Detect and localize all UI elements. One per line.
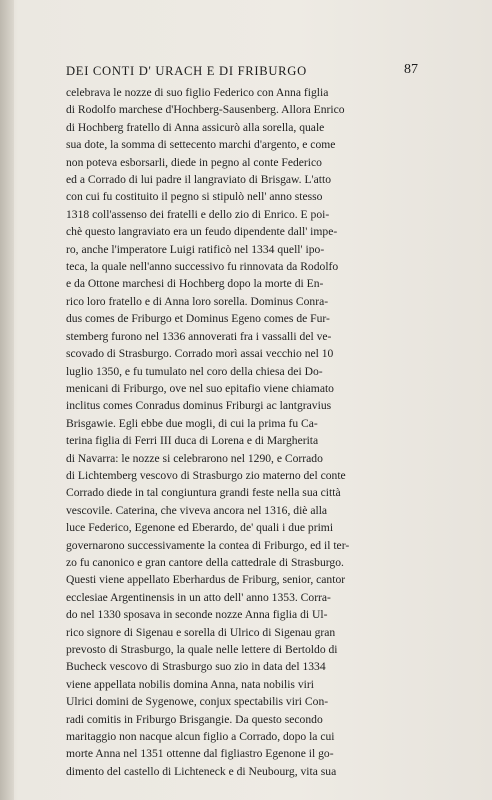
text-line: governarono successivamente la contea di Friburgo, ed il ter-	[66, 538, 350, 552]
text-line: stemberg furono nel 1336 annoverati fra i vassalli del ve-	[66, 329, 332, 343]
text-line: menicani di Friburgo, ove nel suo epitafio viene chiamato	[66, 381, 334, 395]
text-line: di Lichtemberg vescovo di Strasburgo zio materno del conte	[66, 468, 346, 482]
text-line: zo fu canonico e gran cantore della cattedrale di Strasburgo.	[66, 555, 344, 569]
body-text	[66, 84, 426, 780]
text-line: di Hochberg fratello di Anna assicurò alla sorella, quale	[66, 120, 325, 134]
text-line: celebrava le nozze di suo figlio Federico con Anna figlia	[66, 86, 329, 99]
text-line: luce Federico, Egenone ed Eberardo, de' quali i due primi	[66, 521, 334, 535]
running-header: DEI CONTI D' URACH E DI FRIBURGO	[66, 64, 307, 78]
text-line: chè questo langraviato era un feudo dipendente dall' impe-	[66, 225, 338, 239]
text-line: ecclesiae Argentinensis in un atto dell' anno 1353. Corra-	[66, 590, 331, 604]
text-line: maritaggio non nacque alcun figlio a Corrado, dopo la cui	[66, 730, 335, 744]
text-line: con cui fu costituito il pegno si stipulò nell' anno stesso	[66, 190, 323, 204]
text-line: viene appellata nobilis domina Anna, nata nobilis viri	[66, 677, 314, 691]
text-line: rico loro fratello e di Anna loro sorella. Dominus Conra-	[66, 294, 329, 308]
text-line: Bucheck vescovo di Strasburgo suo zio in data del 1334	[66, 660, 326, 674]
page-number: 87	[404, 62, 418, 77]
text-line: terina figlia di Ferri III duca di Lorena e di Margherita	[66, 434, 319, 448]
text-line: rico signore di Sigenau e sorella di Ulrico di Sigenau gran	[66, 625, 336, 639]
text-line: ed a Corrado di lui padre il langraviato di Brisgaw. L'atto	[66, 173, 332, 187]
text-line: di Rodolfo marchese d'Hochberg-Sausenberg. Allora Enrico	[66, 103, 345, 117]
text-line: sua dote, la somma di settecento marchi d'argento, e come	[66, 138, 336, 152]
text-line: luglio 1350, e fu tumulato nel coro della chiesa dei Do-	[66, 364, 323, 378]
text-line: teca, la quale nell'anno successivo fu rinnovata da Rodolfo	[66, 260, 339, 274]
text-line: di Navarra: le nozze si celebrarono nel 1290, e Corrado	[66, 451, 323, 465]
text-line: Ulrici domini de Sygenowe, conjux spectabilis viri Con-	[66, 695, 329, 709]
text-line: Brisgawie. Egli ebbe due mogli, di cui la prima fu Ca-	[66, 416, 318, 430]
text-line: morte Anna nel 1351 ottenne dal figliastro Egenone il go-	[66, 747, 334, 761]
text-line: Corrado diede in tal congiuntura grandi feste nella sua città	[66, 486, 341, 500]
text-line: dus comes de Friburgo et Dominus Egeno comes de Fur-	[66, 312, 330, 326]
text-line: vescovile. Caterina, che viveva ancora nel 1316, diè alla	[66, 503, 328, 517]
text-line: 1318 coll'assenso dei fratelli e dello zio di Enrico. E poi-	[66, 207, 330, 221]
text-line: dimento del castello di Lichteneck e di Neubourg, vita sua	[66, 764, 337, 778]
text-line: non poteva esborsarli, diede in pegno al conte Federico	[66, 155, 322, 169]
text-line: e da Ottone marchesi di Hochberg dopo la morte di En-	[66, 277, 324, 291]
text-line: radi comitis in Friburgo Brisgangie. Da questo secondo	[66, 712, 323, 726]
text-line: do nel 1330 sposava in seconde nozze Anna figlia di Ul-	[66, 608, 328, 622]
text-line: scovado di Strasburgo. Corrado morì assai vecchio nel 10	[66, 347, 334, 361]
page-gutter-shadow	[0, 0, 14, 800]
text-line: prevosto di Strasburgo, la quale nelle lettere di Bertoldo di	[66, 643, 338, 656]
text-line: Questi viene appellato Eberhardus de Friburg, senior, cantor	[66, 573, 346, 587]
text-line: ro, anche l'imperatore Luigi ratificò nel 1334 quell' ipo-	[66, 242, 325, 256]
text-line: inclitus comes Conradus dominus Friburgi ac lantgravius	[66, 399, 332, 413]
